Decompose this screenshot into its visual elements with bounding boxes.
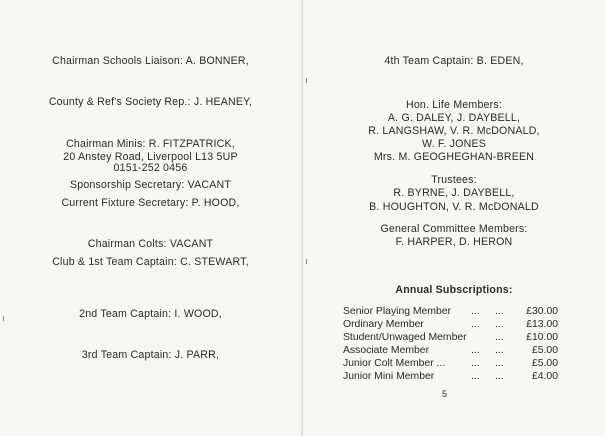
print-mark — [306, 259, 307, 264]
subscription-leader-dots: ... — [495, 358, 504, 369]
subscription-row — [343, 306, 558, 319]
schools-liaison-line: Chairman Schools Liaison: A. BONNER, — [52, 55, 249, 67]
subscription-leader-dots: ... — [495, 332, 504, 343]
subscription-leader-dots: ... — [471, 306, 480, 317]
subscription-name: Junior Mini Member — [343, 371, 435, 382]
trustees-heading: Trustees: — [431, 174, 477, 186]
subscription-price: £13.00 — [526, 319, 558, 330]
subscription-name: Junior Colt Member ... — [343, 358, 446, 369]
hon-life-line-1: A. G. DALEY, J. DAYBELL, — [387, 112, 521, 124]
subscription-row — [343, 371, 558, 384]
subscription-row — [343, 319, 558, 332]
print-mark — [3, 316, 4, 321]
subscription-name: Associate Member — [343, 345, 430, 356]
subscription-price: £4.00 — [531, 371, 558, 382]
subscription-leader-dots: ... — [495, 306, 504, 317]
subscription-row — [343, 345, 558, 358]
hon-life-heading: Hon. Life Members: — [405, 99, 503, 111]
hon-life-line-2: R. LANGSHAW, V. R. McDONALD, — [368, 125, 540, 137]
subscription-price: £10.00 — [526, 332, 558, 343]
committee-line-1: F. HARPER, D. HERON — [395, 236, 513, 248]
second-team-captain-line: 2nd Team Captain: I. WOOD, — [79, 308, 222, 320]
chairman-minis-line: Chairman Minis: R. FITZPATRICK, — [66, 138, 235, 150]
subscription-name: Ordinary Member — [343, 319, 424, 330]
subscription-name: Senior Playing Member — [343, 306, 451, 317]
subscription-leader-dots: ... — [495, 371, 504, 382]
print-mark — [306, 78, 307, 83]
subscription-leader-dots: ... — [495, 345, 504, 356]
sponsorship-line: Sponsorship Secretary: VACANT — [69, 179, 232, 191]
subscription-price: £30.00 — [526, 306, 558, 317]
subscription-leader-dots: ... — [471, 319, 480, 330]
hon-life-line-4: Mrs. M. GEOGHEGHAN-BREEN — [373, 151, 535, 163]
subscription-leader-dots: ... — [471, 358, 480, 369]
page-number: 5 — [442, 389, 448, 399]
society-rep-line: County & Ref's Society Rep.: J. HEANEY, — [48, 96, 253, 108]
subscription-name: Student/Unwaged Member — [343, 332, 467, 343]
trustees-line-2: B. HOUGHTON, V. R. McDONALD — [369, 201, 539, 213]
fourth-team-captain-line: 4th Team Captain: B. EDEN, — [384, 55, 524, 67]
subscription-price: £5.00 — [531, 345, 558, 356]
subscription-row — [343, 332, 558, 345]
subscription-price: £5.00 — [531, 358, 558, 369]
chairman-colts-line: Chairman Colts: VACANT — [87, 238, 214, 250]
third-team-captain-line: 3rd Team Captain: J. PARR, — [81, 349, 220, 361]
minis-address-line: 20 Anstey Road, Liverpool L13 5UP — [63, 151, 238, 163]
minis-phone-line: 0151-252 0456 — [113, 162, 188, 174]
subscription-leader-dots: ... — [495, 319, 504, 330]
fixture-secretary-line: Current Fixture Secretary: P. HOOD, — [61, 197, 240, 209]
subscription-leader-dots: ... — [471, 371, 480, 382]
left-page — [0, 0, 301, 436]
subscription-leader-dots: ... — [471, 345, 480, 356]
hon-life-line-3: W. F. JONES — [421, 138, 486, 150]
subscriptions-heading: Annual Subscriptions: — [395, 284, 513, 296]
subscription-row — [343, 358, 558, 371]
trustees-line-1: R. BYRNE, J. DAYBELL, — [393, 187, 515, 199]
committee-heading: General Committee Members: — [380, 223, 528, 235]
first-team-captain-line: Club & 1st Team Captain: C. STEWART, — [52, 256, 249, 268]
